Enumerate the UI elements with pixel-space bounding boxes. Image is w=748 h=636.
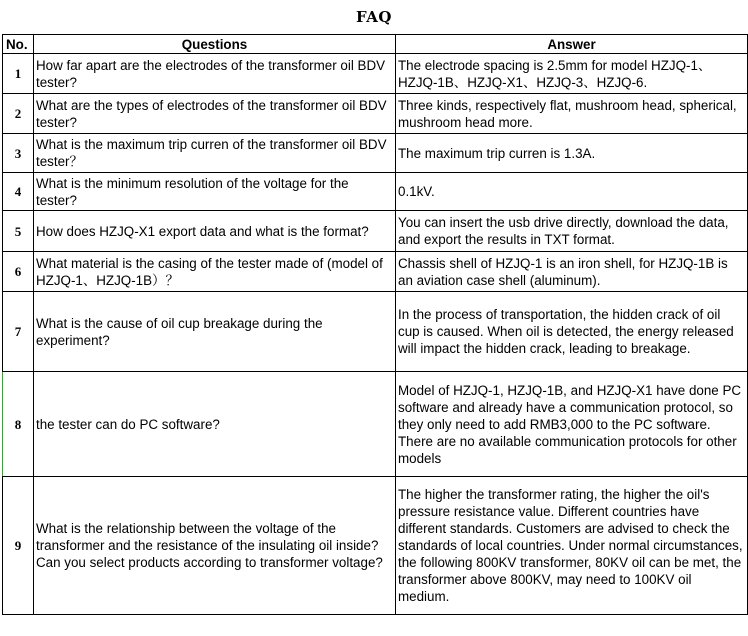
row-number: 9: [3, 477, 34, 615]
question-cell: the tester can do PC software?: [34, 372, 396, 477]
table-header-row: [3, 35, 748, 54]
table-row: [3, 252, 748, 292]
answer-cell: You can insert the usb drive directly, download the data, and export the results in TXT format.: [396, 211, 748, 252]
table-row: [3, 134, 748, 173]
header-questions: Questions: [34, 35, 396, 54]
question-cell: What is the maximum trip curren of the transformer oil BDV tester？: [34, 134, 396, 173]
row-number: 4: [3, 173, 34, 211]
row-number: 6: [3, 252, 34, 292]
page-title: FAQ: [356, 8, 392, 26]
answer-cell: Model of HZJQ-1, HZJQ-1B, and HZJQ-X1 have done PC software and already have a communication protocol, so they only need to add RMB3,000 to the PC software. There are no available communication protocols for other models: [396, 372, 748, 477]
answer-cell: Chassis shell of HZJQ-1 is an iron shell, for HZJQ-1B is an aviation case shell (aluminum).: [396, 252, 748, 292]
table-row: [3, 477, 748, 615]
question-cell: What is the relationship between the voltage of the transformer and the resistance of the insulating oil inside? Can you select products according to transformer voltage?: [34, 477, 396, 615]
question-cell: What is the minimum resolution of the voltage for the tester?: [34, 173, 396, 211]
header-answer: Answer: [396, 35, 748, 54]
answer-cell: The electrode spacing is 2.5mm for model HZJQ-1、HZJQ-1B、HZJQ-X1、HZJQ-3、HZJQ-6.: [396, 54, 748, 94]
answer-cell: Three kinds, respectively flat, mushroom head, spherical, mushroom head more.: [396, 94, 748, 134]
answer-cell: In the process of transportation, the hidden crack of oil cup is caused. When oil is detected, the energy released will impact the hidden crack, leading to breakage.: [396, 292, 748, 372]
row-number: 7: [3, 292, 34, 372]
answer-cell: The higher the transformer rating, the higher the oil's pressure resistance value. Different countries have different standards. Customers are advised to check the standards of local countries. Under normal circumstances, the following 800KV transformer, 80KV oil can be met, the transformer above 800KV, may need to 100KV oil medium.: [396, 477, 748, 615]
faq-table: [2, 34, 748, 615]
question-cell: What are the types of electrodes of the transformer oil BDV tester?: [34, 94, 396, 134]
row-number: 5: [3, 211, 34, 252]
table-row: [3, 54, 748, 94]
table-row: [3, 372, 748, 477]
answer-cell: The maximum trip curren is 1.3A.: [396, 134, 748, 173]
question-cell: What is the cause of oil cup breakage during the experiment?: [34, 292, 396, 372]
table-row: [3, 211, 748, 252]
question-cell: How does HZJQ-X1 export data and what is the format?: [34, 211, 396, 252]
question-cell: How far apart are the electrodes of the transformer oil BDV tester?: [34, 54, 396, 94]
table-row: [3, 292, 748, 372]
answer-cell: 0.1kV.: [396, 173, 748, 211]
question-cell: What material is the casing of the tester made of (model of HZJQ-1、HZJQ-1B）？: [34, 252, 396, 292]
table-row: [3, 94, 748, 134]
table-row: [3, 173, 748, 211]
header-no: No.: [3, 35, 34, 54]
row-number: 2: [3, 94, 34, 134]
row-number: 1: [3, 54, 34, 94]
row-number: 8: [3, 372, 34, 477]
row-number: 3: [3, 134, 34, 173]
